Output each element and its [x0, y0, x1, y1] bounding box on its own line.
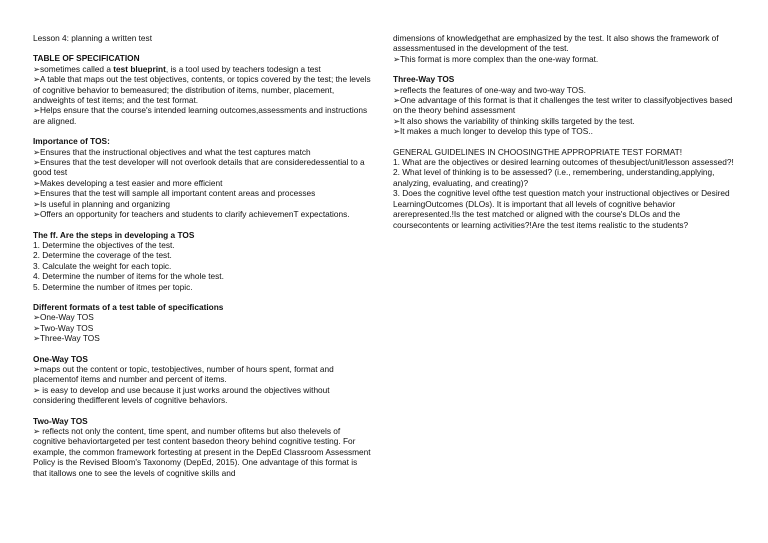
steps-section	[33, 230, 373, 292]
format-item: ➢One-Way TOS	[33, 312, 94, 323]
twoway-continuation	[393, 33, 738, 64]
tos-alignment-note: ➢Helps ensure that the course's intended learning outcomes,assessments and instructions are aligned.	[33, 105, 368, 126]
tos-definition-post: , is a tool used by teachers todesign a test	[165, 63, 321, 74]
guidelines-heading: GENERAL GUIDELINES IN CHOOSINGTHE APPROPRIATE TEST FORMAT!	[393, 146, 683, 157]
tos-definition-pre: ➢sometimes called a	[33, 63, 114, 74]
importance-item: ➢Ensures that the instructional objectives and what the test captures match	[33, 146, 311, 157]
step-item: 3. Calculate the weight for each topic.	[33, 260, 172, 271]
twoway-heading: Two-Way TOS	[33, 415, 88, 426]
step-item: 4. Determine the number of items for the whole test.	[33, 271, 224, 282]
threeway-item: ➢reflects the features of one-way and two-way TOS.	[393, 84, 586, 95]
tos-table-description: ➢A table that maps out the test objectives, contents, or topics covered by the test; the levels of cognitive behavior to bemeasured; the distribution of items, number, placement, andweights of test items; and the test format.	[33, 74, 371, 106]
guideline-item: 2. What level of thinking is to be assessed? (i.e., remembering, understanding,applying, analyzing, evaluating, and creating)?	[393, 167, 715, 188]
threeway-section	[393, 74, 738, 136]
importance-item: ➢Ensures that the test will sample all important content areas and processes	[33, 188, 316, 199]
importance-heading: Importance of TOS:	[33, 136, 110, 147]
importance-item: ➢Offers an opportunity for teachers and students to clarify achievemenT expectations.	[33, 209, 350, 220]
threeway-item: ➢It makes a much longer to develop this type of TOS..	[393, 126, 593, 137]
format-item: ➢Two-Way TOS	[33, 322, 94, 333]
guideline-item: 1. What are the objectives or desired learning outcomes of thesubject/unit/lesson assessed?!	[393, 157, 734, 168]
oneway-item: ➢ is easy to develop and use because it just works around the objectives without considering thedifferent levels of cognitive behaviors.	[33, 384, 330, 406]
tos-section	[33, 53, 373, 126]
tos-definition-bold: test blueprint	[113, 63, 166, 74]
continuation-text: ➢This format is more complex than the one-way format.	[393, 53, 599, 64]
twoway-item: ➢ reflects not only the content, time spent, and number ofitems but also thelevels of cognitive behaviortargeted per test content basedon theory behind cognitive testing. For example, the common framework fortesting at present in the DepEd Classroom Assessment Policy is the Revised Bloom's Taxonomy (DepEd, 2015). One advantage of this format is that itallows one to see the levels of cognitive skills and	[33, 426, 371, 478]
importance-item: ➢Is useful in planning and organizing	[33, 198, 171, 209]
threeway-item: ➢It also shows the variability of thinking skills targeted by the test.	[393, 115, 635, 126]
right-column	[393, 33, 738, 240]
tos-definition	[33, 64, 373, 74]
steps-heading: The ff. Are the steps in developing a TOS	[33, 229, 195, 240]
left-column	[33, 33, 373, 488]
formats-section	[33, 302, 373, 344]
tos-heading: TABLE OF SPECIFICATION	[33, 53, 140, 64]
step-item: 5. Determine the number of itmes per topic.	[33, 281, 193, 292]
format-item: ➢Three-Way TOS	[33, 333, 100, 344]
threeway-item: ➢One advantage of this format is that it challenges the test writer to classifyobjectives based on the theory behind assessment	[393, 95, 733, 116]
lesson-title: Lesson 4: planning a written test	[33, 33, 152, 43]
guideline-item: 3. Does the cognitive level ofthe test question match your instructional objectives or Desired LearningOutcomes (DLOs). It is important that all levels of cognitive behavior arerepresented.!Is the test matched or aligned with the course's DLOs and the coursecontents or learning activities?!Are the test items realistic to the students?	[393, 188, 730, 230]
step-item: 2. Determine the coverage of the test.	[33, 250, 172, 261]
twoway-section	[33, 416, 373, 478]
oneway-heading: One-Way TOS	[33, 353, 88, 364]
oneway-item: ➢maps out the content or topic, testobjectives, number of hours spent, format and placementof items and number and percent of items.	[33, 363, 334, 385]
step-item: 1. Determine the objectives of the test.	[33, 239, 175, 250]
guidelines-section	[393, 147, 738, 230]
continuation-text: dimensions of knowledgethat are emphasized by the test. It also shows the framework of assessmentused in the development of the test.	[393, 33, 719, 54]
oneway-section	[33, 354, 373, 406]
formats-heading: Different formats of a test table of specifications	[33, 301, 224, 312]
importance-item: ➢Makes developing a test easier and more efficient	[33, 177, 223, 188]
importance-section	[33, 136, 373, 219]
threeway-heading: Three-Way TOS	[393, 74, 455, 85]
importance-item: ➢Ensures that the test developer will not overlook details that are consideredessential to a good test	[33, 157, 365, 178]
